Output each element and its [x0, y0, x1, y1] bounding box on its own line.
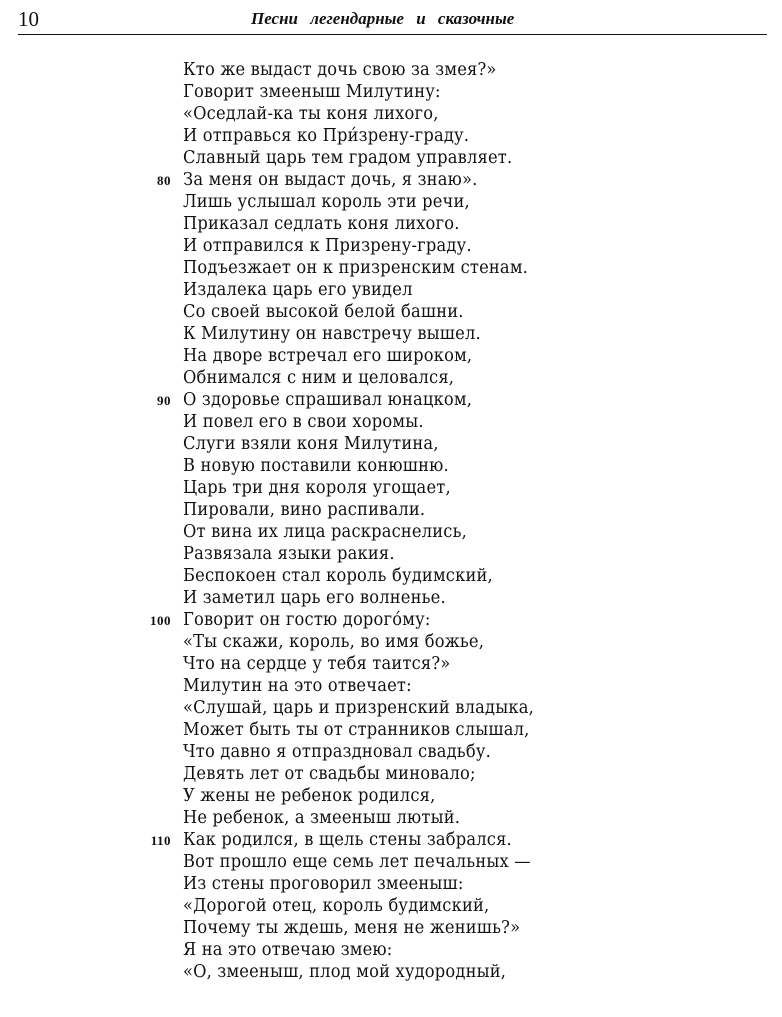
- poem-text: [0, 59, 782, 983]
- verse-text: Из стены проговорил змееныш:: [183, 874, 464, 894]
- verse-number: 100: [150, 613, 171, 628]
- verse-line: [0, 323, 782, 345]
- verse-text: Как родился, в щель стены забрался.: [183, 830, 512, 850]
- verse-line: [0, 565, 782, 587]
- verse-line: [0, 763, 782, 785]
- verse-line: [0, 917, 782, 939]
- verse-text: «Оседлай-ка ты коня лихого,: [183, 104, 439, 124]
- verse-line: [0, 191, 782, 213]
- verse-text: В новую поставили конюшню.: [183, 456, 449, 476]
- verse-line: [0, 147, 782, 169]
- verse-line: [0, 235, 782, 257]
- verse-text: Девять лет от свадьбы миновало;: [183, 764, 476, 784]
- verse-text: Приказал седлать коня лихого.: [183, 214, 460, 234]
- verse-line: [0, 477, 782, 499]
- verse-text: Может быть ты от странников слышал,: [183, 720, 530, 740]
- verse-text: Почему ты ждешь, меня не женишь?»: [183, 918, 521, 938]
- verse-line: [0, 279, 782, 301]
- verse-line: [0, 81, 782, 103]
- verse-number: 80: [157, 173, 171, 188]
- verse-text: Говорит он гостю дорого́му:: [183, 610, 431, 630]
- verse-line: [0, 939, 782, 961]
- page-header: [18, 6, 766, 34]
- verse-line: [0, 587, 782, 609]
- verse-text: И заметил царь его волненье.: [183, 588, 446, 608]
- verse-line: [0, 455, 782, 477]
- verse-line: [0, 521, 782, 543]
- verse-line: [0, 609, 782, 631]
- verse-text: Обнимался с ним и целовался,: [183, 368, 455, 388]
- verse-line: [0, 59, 782, 81]
- verse-text: «Слушай, царь и призренский владыка,: [183, 698, 534, 718]
- verse-line: [0, 895, 782, 917]
- verse-text: Не ребенок, а змееныш лютый.: [183, 808, 461, 828]
- page-number: 10: [18, 7, 39, 31]
- verse-line: [0, 345, 782, 367]
- verse-line: [0, 301, 782, 323]
- verse-line: [0, 389, 782, 411]
- verse-line: [0, 807, 782, 829]
- verse-line: [0, 741, 782, 763]
- verse-text: За меня он выдаст дочь, я знаю».: [183, 170, 478, 190]
- verse-line: [0, 125, 782, 147]
- verse-line: [0, 411, 782, 433]
- verse-text: На дворе встречал его широком,: [183, 346, 473, 366]
- verse-text: Слуги взяли коня Милутина,: [183, 434, 439, 454]
- verse-text: «О, змееныш, плод мой худородный,: [183, 962, 507, 982]
- verse-line: [0, 675, 782, 697]
- verse-text: Вот прошло еще семь лет печальных —: [183, 852, 531, 872]
- verse-line: [0, 829, 782, 851]
- verse-line: [0, 433, 782, 455]
- verse-number: 90: [157, 393, 171, 408]
- verse-text: Лишь услышал король эти речи,: [183, 192, 470, 212]
- verse-line: [0, 961, 782, 983]
- verse-line: [0, 719, 782, 741]
- verse-text: К Милутину он навстречу вышел.: [183, 324, 481, 344]
- verse-text: От вина их лица раскраснелись,: [183, 522, 468, 542]
- verse-text: Что на сердце у тебя таится?»: [183, 654, 451, 674]
- verse-text: Милутин на это отвечает:: [183, 676, 412, 696]
- running-title: Песни легендарные и сказочные: [251, 9, 515, 28]
- verse-line: [0, 851, 782, 873]
- verse-text: Подъезжает он к призренским стенам.: [183, 258, 529, 278]
- verse-text: Беспокоен стал король будимский,: [183, 566, 493, 586]
- verse-line: [0, 697, 782, 719]
- verse-text: Царь три дня короля угощает,: [183, 478, 451, 498]
- verse-text: О здоровье спрашивал юнацком,: [183, 390, 473, 410]
- verse-text: Издалека царь его увидел: [183, 280, 413, 300]
- header-rule: [18, 34, 767, 35]
- verse-line: [0, 103, 782, 125]
- verse-text: «Дорогой отец, король будимский,: [183, 896, 490, 916]
- verse-number: 110: [150, 833, 171, 848]
- verse-text: У жены не ребенок родился,: [183, 786, 436, 806]
- verse-text: Я на это отвечаю змею:: [183, 940, 393, 960]
- verse-line: [0, 785, 782, 807]
- verse-text: Пировали, вино распивали.: [183, 500, 426, 520]
- verse-text: Славный царь тем градом управляет.: [183, 148, 513, 168]
- verse-text: И повел его в свои хоромы.: [183, 412, 424, 432]
- verse-text: И отправился к Призрену-граду.: [183, 236, 472, 256]
- verse-text: Что давно я отпраздновал свадьбу.: [183, 742, 491, 762]
- verse-line: [0, 213, 782, 235]
- verse-line: [0, 257, 782, 279]
- verse-line: [0, 169, 782, 191]
- verse-text: И отправься ко При́зрену-граду.: [183, 126, 470, 146]
- verse-text: Со своей высокой белой башни.: [183, 302, 464, 322]
- verse-line: [0, 873, 782, 895]
- verse-line: [0, 543, 782, 565]
- verse-line: [0, 653, 782, 675]
- verse-text: «Ты скажи, король, во имя божье,: [183, 632, 485, 652]
- verse-line: [0, 499, 782, 521]
- verse-text: Кто же выдаст дочь свою за змея?»: [183, 60, 497, 80]
- verse-line: [0, 367, 782, 389]
- verse-text: Развязала языки ракия.: [183, 544, 395, 564]
- verse-text: Говорит змееныш Милутину:: [183, 82, 441, 102]
- verse-line: [0, 631, 782, 653]
